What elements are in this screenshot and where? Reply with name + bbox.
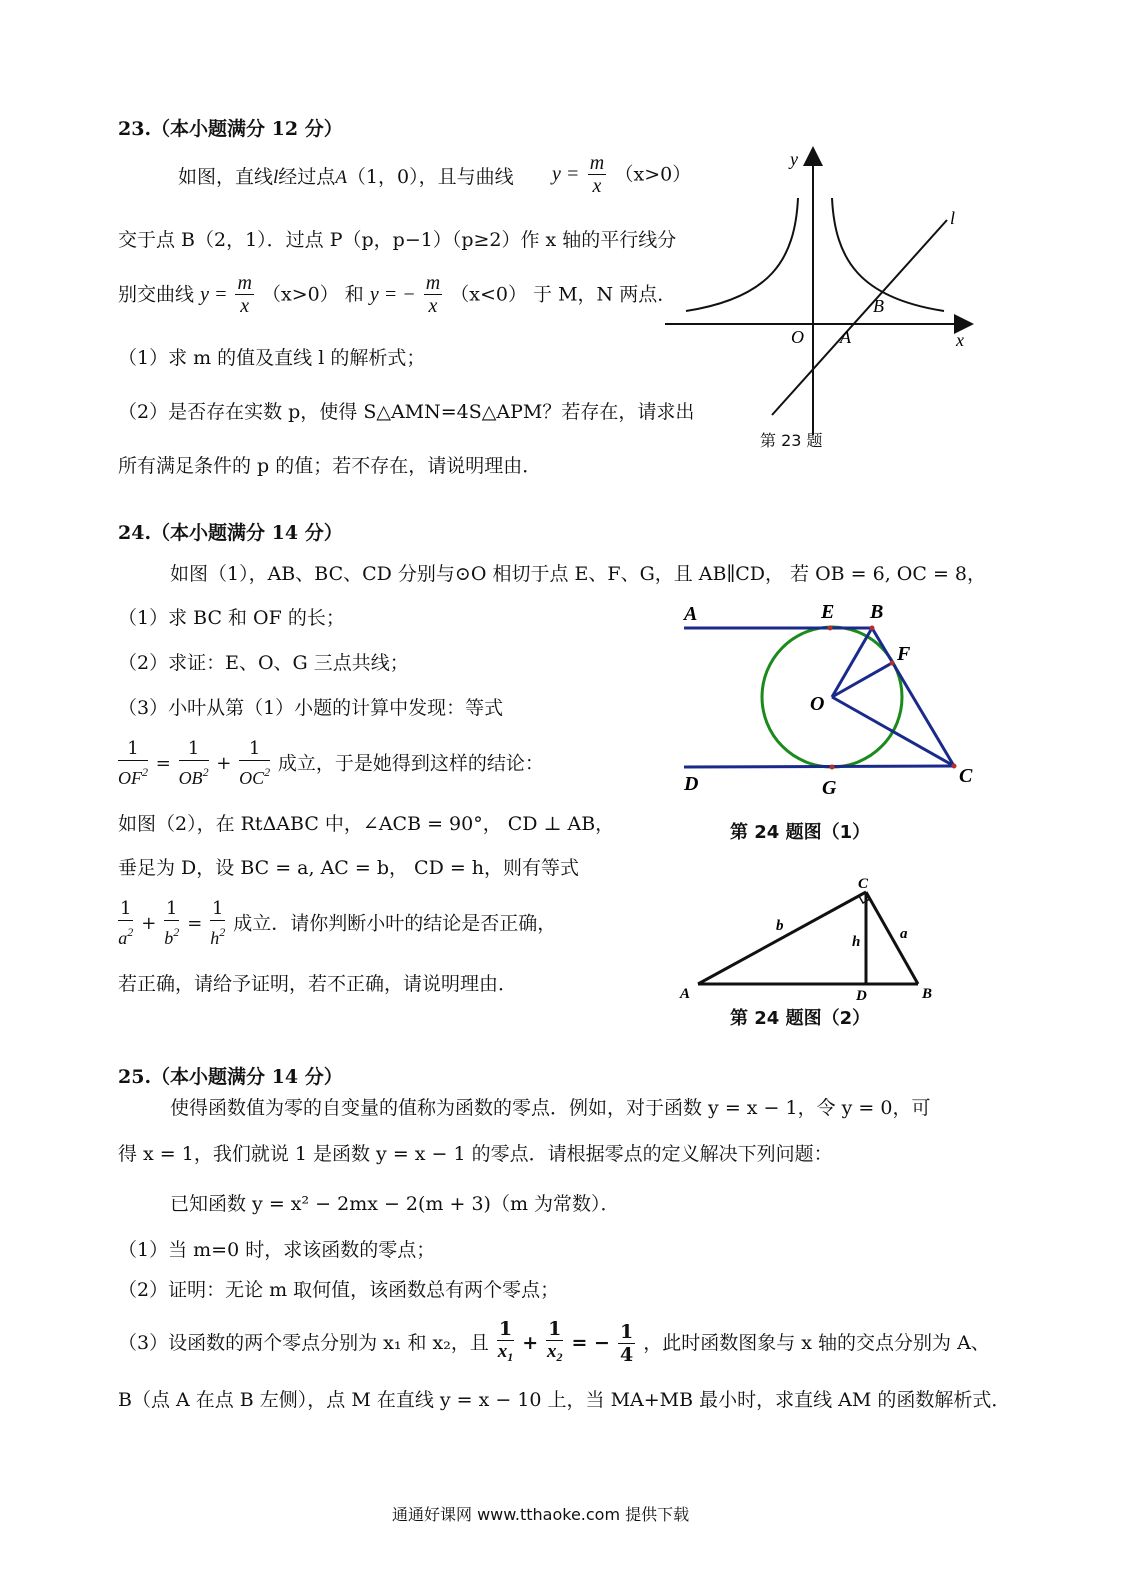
q23-part1: （1）求 m 的值及直线 l 的解析式； [118,347,426,369]
page-footer: 通通好课网 www.tthaoke.com 提供下载 [392,1505,690,1524]
q23-line2: 交于点 B（2，1）．过点 P（p，p−1）（p≥2）作 x 轴的平行线分 [118,229,677,251]
q24-eq2-frac-b: $\frac{1}{b^2}$ [164,898,180,948]
q23-frac-num: m [589,152,605,174]
q25-frac-x2: $\frac{1}{x_2}$ [547,1318,563,1364]
q23-cond-pos-2: （x>0） [261,283,339,306]
q24-part1: （1）求 BC 和 OF 的长； [118,607,345,629]
q23-frac2-num: m [237,272,252,294]
q23-curve-left [686,198,798,311]
q23-frac-den: x [592,175,602,197]
q24-point-c [952,764,957,769]
q23-line1-pre: 如图，直线 [178,166,274,188]
q25-frac-quarter: $\frac{1}{4}$ [619,1320,634,1366]
q24-line-oc [832,697,954,766]
q24-fig1-label-d: D [684,773,699,795]
q24-eq1-frac-of: $\frac{1}{OF^2}$ [118,738,148,788]
q23-label-o: O [791,327,804,347]
q23-label-b: B [873,296,884,316]
q23-fraction-3 [424,272,442,317]
q23-var-l: l [273,167,279,188]
q24-fig1-label-e: E [821,601,835,623]
q23-header: 23.（本小题满分 12 分） [118,118,343,140]
q25-part3: （3）设函数的两个零点分别为 x₁ 和 x₂，且 $\frac{1}{x_1}$ + $\frac{1}{x_2}$ = − $\frac{1}{4}$ ，此时函数图象与 x 轴的交点分别为 A、 [118,1318,990,1368]
q24-figure-1 [676,596,996,806]
q23-part2: （2）是否存在实数 p，使得 S△AMN=4S△APM？若存在，请求出 [118,401,695,423]
q23-fraction-2 [235,272,253,317]
q24-line-cd [684,766,954,767]
q24-fig1-label-a: A [684,603,698,625]
q23-point-a: A [335,167,347,188]
q25-part2: （2）证明：无论 m 取何值，该函数总有两个零点； [118,1279,560,1301]
q25-part3-post: ，此时函数图象与 x 轴的交点分别为 A、 [643,1332,990,1354]
q23-y-eq-2: y = [200,283,228,306]
q23-frac3-num: m [425,272,441,294]
q24-fig1-caption: 第 24 题图（1） [730,822,871,843]
q23-fig-caption: 第 23 题 [760,431,823,450]
q25-part3-pre: （3）设函数的两个零点分别为 x₁ 和 x₂，且 [118,1332,489,1354]
q24-eq1-frac-oc: $\frac{1}{OC^2}$ [239,738,271,788]
q23-line1 [178,165,514,190]
q25-header: 25.（本小题满分 14 分） [118,1066,343,1088]
q24-line-foot: 垂足为 D，设 BC = a, AC = b， CD = h，则有等式 [118,857,580,879]
q24-equation-2: $\frac{1}{a^2}$ + $\frac{1}{b^2}$ = $\frac{1}{h^2}$ 成立．请你判断小叶的结论是否正确， [118,898,557,948]
q23-line1-mid: 经过点 [278,166,336,188]
q23-fraction [588,152,606,197]
q23-line3-and: 和 [344,283,364,306]
q23-label-x: x [956,330,964,350]
q23-line-l [772,220,947,415]
q24-fig2-label-b: B [922,986,933,1002]
q23-curve-right [832,198,944,311]
q24-line-last: 若正确，请给予证明，若不正确，请说明理由． [118,973,518,995]
q23-line3 [118,272,676,317]
q23-label-y: y [790,149,798,169]
q24-eq1-post: 成立，于是她得到这样的结论： [277,752,544,775]
q23-cond-neg: （x<0） [450,283,527,306]
q24-intro: 如图（1），AB、BC、CD 分别与⊙O 相切于点 E、F、G，且 AB∥CD， 若 OB = 6, OC = 8， [170,563,986,585]
q23-part2b: 所有满足条件的 p 的值；若不存在，请说明理由． [118,455,542,477]
q23-line3-pre: 别交曲线 [118,283,195,306]
q23-label-l: l [950,208,956,228]
q25-part1: （1）当 m=0 时，求该函数的零点； [118,1239,436,1261]
q24-fig2-side-ac [698,892,866,984]
q23-frac3-den: x [428,295,438,317]
q24-part3: （3）小叶从第（1）小题的计算中发现：等式 [118,697,504,719]
q23-cond-pos: （x>0） [614,163,692,186]
q23-line3-post: 于 M，N 两点． [533,283,677,306]
q24-fig1-label-c: C [959,765,973,787]
q25-frac-x1: $\frac{1}{x_1}$ [497,1318,514,1364]
q24-point-f [890,661,895,666]
q24-fig2-label-side-b: b [776,918,784,934]
q24-fig1-label-o: O [810,693,825,715]
q25-line3: 已知函数 y = x² − 2mx − 2(m + 3)（m 为常数）． [170,1193,620,1215]
q24-fig2-label-side-a: a [900,926,908,942]
q24-fig2-label-h: h [852,934,861,950]
q24-fig2-label-a: A [680,986,691,1002]
q24-fig1-label-f: F [897,643,911,665]
q24-eq2-frac-h: $\frac{1}{h^2}$ [210,898,226,948]
q24-fig2-label-c: C [858,876,869,892]
q24-equation-1: $\frac{1}{OF^2}$ = $\frac{1}{OB^2}$ + $\frac{1}{OC^2}$ 成立，于是她得到这样的结论： [118,738,544,788]
q25-line1: 使得函数值为零的自变量的值称为函数的零点．例如，对于函数 y = x − 1，令 y = 0，可 [170,1097,931,1119]
q24-line-fig2: 如图（2），在 RtΔABC 中，∠ACB = 90°， CD ⊥ AB， [118,813,615,835]
q24-figure-2 [676,868,956,1008]
q23-coord-a: （1，0），且与曲线 [346,166,514,188]
q23-frac2-den: x [240,295,250,317]
q24-fig1-label-b: B [870,601,884,623]
q24-fig2-label-d: D [856,988,867,1004]
q24-eq2-post: 成立．请你判断小叶的结论是否正确， [233,912,557,935]
q23-y-neg-eq: y = − [369,283,416,306]
q23-label-a: A [840,327,851,347]
q24-eq2-frac-a: $\frac{1}{a^2}$ [118,898,134,948]
q24-eq1-frac-ob: $\frac{1}{OB^2}$ [178,738,209,788]
q24-fig1-label-g: G [822,777,837,799]
q23-y-eq: y = [552,163,580,185]
q24-fig2-caption: 第 24 题图（2） [730,1008,871,1029]
q24-header: 24.（本小题满分 14 分） [118,522,343,544]
q24-fig2-side-bc [866,892,918,984]
q24-point-e [828,626,833,631]
q25-line2: 得 x = 1，我们就说 1 是函数 y = x − 1 的零点．请根据零点的定义解决下列问题： [118,1143,833,1165]
q24-part2: （2）求证：E、O、G 三点共线； [118,652,409,674]
q24-point-g [830,765,835,770]
q24-point-b [870,626,875,631]
q23-figure [660,140,980,440]
q25-part3b: B（点 A 在点 B 左侧），点 M 在直线 y = x − 10 上，当 MA+MB 最小时，求直线 AM 的函数解析式． [118,1389,1011,1411]
